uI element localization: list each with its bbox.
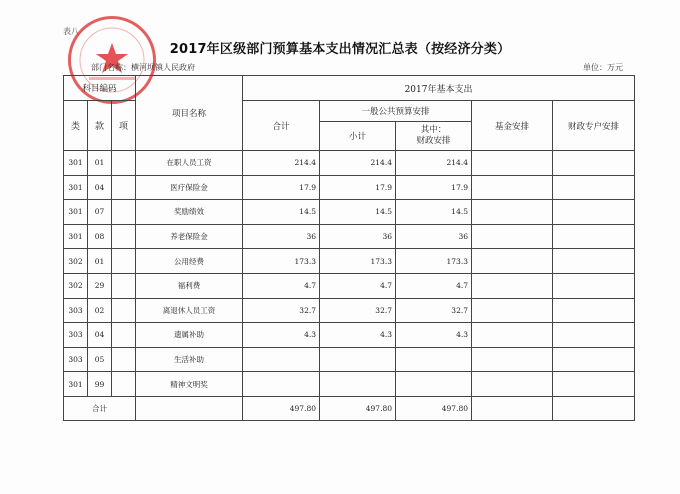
row-subtotal: 32.7 [320,298,396,323]
total-header: 合计 [243,101,320,151]
row-special [553,323,635,348]
row-name: 遗属补助 [136,323,243,348]
row-finance: 32.7 [396,298,472,323]
row-name: 福利费 [136,273,243,298]
row-finance: 4.3 [396,323,472,348]
row-xiang [112,249,136,274]
table-row [64,273,635,298]
row-special [553,298,635,323]
row-subtotal: 4.7 [320,273,396,298]
row-name: 精神文明奖 [136,372,243,397]
kuan-header: 款 [88,101,112,151]
row-total: 4.3 [243,323,320,348]
project-name-header: 项目名称 [136,76,243,151]
row-xiang [112,200,136,225]
row-subtotal: 4.3 [320,323,396,348]
row-lei: 301 [64,151,88,176]
row-kuan: 99 [88,372,112,397]
row-name: 公用经费 [136,249,243,274]
row-subtotal [320,347,396,372]
fund-header: 基金安排 [472,101,553,151]
total-amount: 497.80 [243,396,320,420]
row-name: 医疗保险金 [136,175,243,200]
row-fund [472,298,553,323]
of-which-label: 其中： [420,125,447,135]
row-special [553,372,635,397]
row-special [553,175,635,200]
row-lei: 303 [64,298,88,323]
row-lei: 302 [64,273,88,298]
total-fund [472,396,553,420]
row-total: 36 [243,224,320,249]
row-finance: 214.4 [396,151,472,176]
subtotal-header: 小计 [320,122,396,151]
of-which-finance-header [396,122,472,151]
row-name: 生活补助 [136,347,243,372]
table-row [64,151,635,176]
xiang-header: 项 [112,101,136,151]
page-title: 2017年区级部门预算基本支出情况汇总表（按经济分类） [169,42,511,57]
row-total: 32.7 [243,298,320,323]
row-finance: 36 [396,224,472,249]
row-name: 离退休人员工资 [136,298,243,323]
row-name: 在职人员工资 [136,151,243,176]
row-fund [472,347,553,372]
total-label: 合计 [64,396,136,420]
special-account-header: 财政专户安排 [553,101,635,151]
row-subtotal [320,372,396,397]
row-lei: 302 [64,249,88,274]
budget-group-header: 2017年基本支出 [243,76,635,101]
row-lei: 303 [64,323,88,348]
row-lei: 301 [64,200,88,225]
row-fund [472,372,553,397]
row-special [553,224,635,249]
total-special [553,396,635,420]
row-kuan: 05 [88,347,112,372]
row-fund [472,224,553,249]
row-finance: 4.7 [396,273,472,298]
unit-label: 单位：万元 [583,63,623,72]
row-xiang [112,298,136,323]
row-total: 14.5 [243,200,320,225]
row-subtotal: 14.5 [320,200,396,225]
row-special [553,151,635,176]
row-total [243,347,320,372]
row-fund [472,249,553,274]
row-kuan: 01 [88,249,112,274]
row-kuan: 02 [88,298,112,323]
row-finance [396,372,472,397]
row-special [553,200,635,225]
row-special [553,249,635,274]
row-lei: 301 [64,372,88,397]
row-special [553,273,635,298]
finance-label: 财政安排 [416,136,451,146]
row-subtotal: 173.3 [320,249,396,274]
row-finance: 17.9 [396,175,472,200]
table-row [64,298,635,323]
code-group-header: 科目编码 [64,76,136,101]
row-kuan: 29 [88,273,112,298]
table-row [64,249,635,274]
row-kuan: 08 [88,224,112,249]
table-body [64,151,635,397]
row-kuan: 07 [88,200,112,225]
row-name: 养老保险金 [136,224,243,249]
row-lei: 301 [64,175,88,200]
table-row [64,200,635,225]
row-lei: 301 [64,224,88,249]
row-fund [472,151,553,176]
row-xiang [112,273,136,298]
row-xiang [112,372,136,397]
table-row [64,372,635,397]
row-fund [472,273,553,298]
lei-header: 类 [64,101,88,151]
sheet-number: 表八 [63,27,79,36]
row-lei: 303 [64,347,88,372]
total-name-cell [136,396,243,420]
table-row [64,323,635,348]
row-special [553,347,635,372]
table-row [64,224,635,249]
row-subtotal: 17.9 [320,175,396,200]
row-xiang [112,151,136,176]
row-xiang [112,347,136,372]
department-name: 部门名称：横河坝镇人民政府 [91,63,195,72]
row-fund [472,200,553,225]
row-subtotal: 36 [320,224,396,249]
row-fund [472,323,553,348]
general-budget-header: 一般公共预算安排 [320,101,472,122]
row-kuan: 01 [88,151,112,176]
row-total: 173.3 [243,249,320,274]
row-xiang [112,175,136,200]
table-row [64,347,635,372]
row-xiang [112,224,136,249]
row-total [243,372,320,397]
row-total: 214.4 [243,151,320,176]
row-subtotal: 214.4 [320,151,396,176]
row-xiang [112,323,136,348]
row-finance [396,347,472,372]
row-total: 17.9 [243,175,320,200]
row-finance: 173.3 [396,249,472,274]
budget-table [63,75,635,421]
row-kuan: 04 [88,323,112,348]
row-finance: 14.5 [396,200,472,225]
row-total: 4.7 [243,273,320,298]
row-fund [472,175,553,200]
table-row [64,175,635,200]
row-kuan: 04 [88,175,112,200]
total-subtotal: 497.80 [320,396,396,420]
total-finance: 497.80 [396,396,472,420]
total-row [64,396,635,420]
row-name: 奖励绩效 [136,200,243,225]
